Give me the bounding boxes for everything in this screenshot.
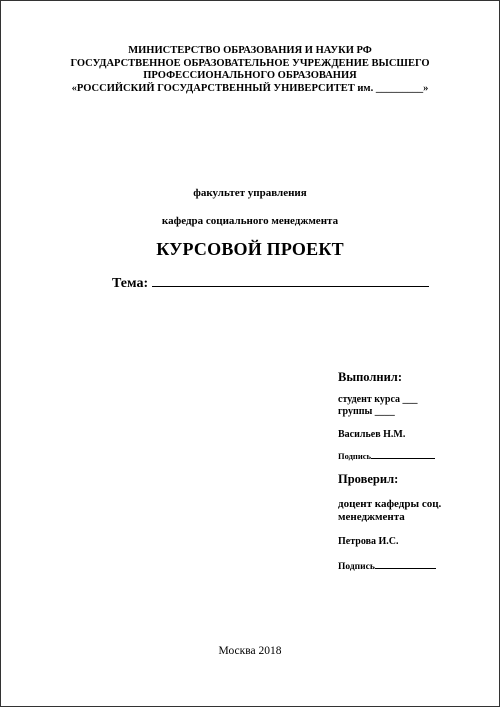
reviewer-position-1: доцент кафедры соц.	[338, 498, 442, 510]
header-line-1: МИНИСТЕРСТВО ОБРАЗОВАНИЯ И НАУКИ РФ	[128, 45, 372, 56]
topic-label: Тема:	[112, 276, 149, 291]
topic-blank-line	[152, 274, 429, 287]
topic-row	[112, 274, 429, 292]
faculty-name: факультет управления	[193, 187, 307, 199]
header-line-4: «РОССИЙСКИЙ ГОСУДАРСТВЕННЫЙ УНИВЕРСИТЕТ им. _________»	[71, 82, 429, 94]
student-signature-blank	[371, 449, 435, 459]
document-title: КУРСОВОЙ ПРОЕКТ	[156, 239, 344, 259]
reviewer-signature-row	[338, 559, 436, 572]
department-name: кафедра социального менеджмента	[161, 215, 339, 227]
student-course: студент курса ___	[338, 394, 418, 405]
performed-heading: Выполнил:	[338, 370, 402, 384]
ministry-header	[1, 45, 499, 95]
header-line-2: ГОСУДАРСТВЕННОЕ ОБРАЗОВАТЕЛЬНОЕ УЧРЕЖДЕНИЕ ВЫСШЕГО	[70, 57, 430, 69]
checked-heading: Проверил:	[338, 472, 399, 486]
student-signature-row	[338, 449, 435, 461]
reviewer-signature-blank	[375, 559, 436, 569]
student-group: группы ____	[338, 406, 395, 417]
city-year: Москва 2018	[218, 645, 282, 657]
student-signature-label: Подпись	[338, 451, 371, 461]
reviewer-position-2: менеджмента	[338, 511, 405, 523]
student-name: Васильев Н.М.	[338, 429, 406, 440]
reviewer-name: Петрова И.С.	[338, 536, 399, 547]
header-line-3: ПРОФЕССИОНАЛЬНОГО ОБРАЗОВАНИЯ	[143, 70, 357, 81]
reviewer-signature-label: Подпись	[338, 562, 375, 572]
